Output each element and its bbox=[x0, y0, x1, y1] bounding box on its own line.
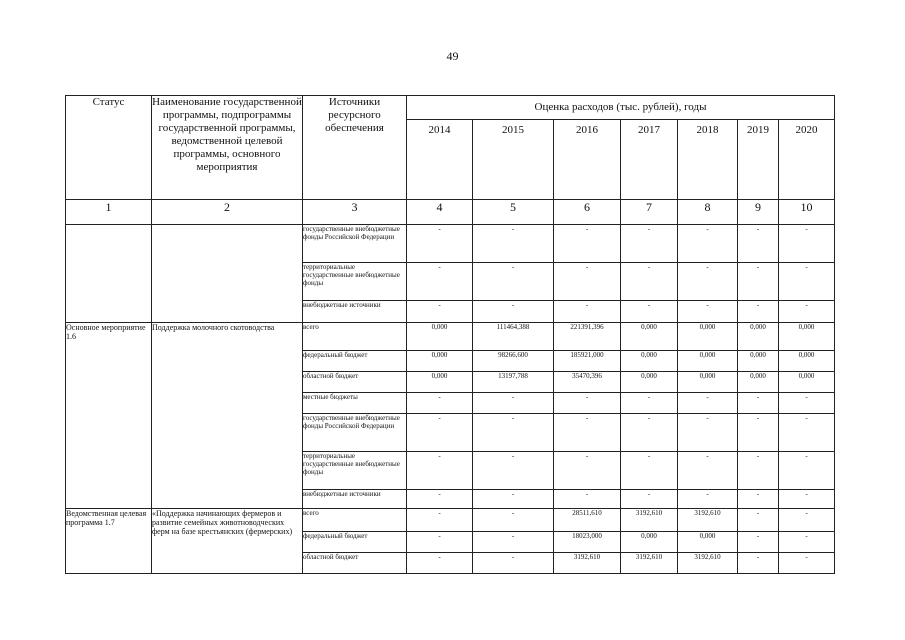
expense-value-2018: 0,000 bbox=[678, 532, 738, 553]
expense-value-2018: 0,000 bbox=[678, 351, 738, 372]
funding-source-cell: внебюджетные источники bbox=[303, 490, 407, 509]
funding-source-cell: внебюджетные источники bbox=[303, 301, 407, 323]
expense-value-2019: - bbox=[738, 452, 779, 490]
expense-value-2016: - bbox=[554, 414, 621, 452]
funding-source-cell: областной бюджет bbox=[303, 553, 407, 574]
expense-value-2015: - bbox=[473, 393, 554, 414]
expense-value-2016: 3192,610 bbox=[554, 553, 621, 574]
expense-value-2020: - bbox=[779, 509, 835, 532]
expense-value-2019: 0,000 bbox=[738, 351, 779, 372]
funding-source-cell: всего bbox=[303, 509, 407, 532]
column-number: 2 bbox=[152, 200, 303, 225]
expense-value-2018: 3192,610 bbox=[678, 553, 738, 574]
expense-value-2020: - bbox=[779, 263, 835, 301]
funding-source-cell: федеральный бюджет bbox=[303, 351, 407, 372]
expense-value-2016: - bbox=[554, 301, 621, 323]
expense-value-2015: - bbox=[473, 553, 554, 574]
expense-value-2020: - bbox=[779, 301, 835, 323]
expense-value-2019: 0,000 bbox=[738, 372, 779, 393]
expense-value-2016: - bbox=[554, 393, 621, 414]
column-number: 5 bbox=[473, 200, 554, 225]
column-number: 6 bbox=[554, 200, 621, 225]
expense-estimate-table bbox=[65, 95, 835, 574]
expense-value-2014: - bbox=[407, 452, 473, 490]
header-year-2020: 2020 bbox=[779, 120, 835, 200]
expense-value-2015: - bbox=[473, 490, 554, 509]
expense-value-2019: - bbox=[738, 553, 779, 574]
expense-value-2020: - bbox=[779, 532, 835, 553]
expense-value-2017: 0,000 bbox=[621, 323, 678, 351]
expense-value-2014: 0,000 bbox=[407, 323, 473, 351]
expense-value-2017: 0,000 bbox=[621, 372, 678, 393]
expense-value-2016: 185921,000 bbox=[554, 351, 621, 372]
program-name-cell bbox=[152, 225, 303, 323]
column-number: 3 bbox=[303, 200, 407, 225]
header-expense-estimate: Оценка расходов (тыс. рублей), годы bbox=[407, 96, 835, 120]
header-year-2019: 2019 bbox=[738, 120, 779, 200]
expense-value-2014: 0,000 bbox=[407, 372, 473, 393]
expense-value-2017: 0,000 bbox=[621, 351, 678, 372]
header-year-2018: 2018 bbox=[678, 120, 738, 200]
expense-value-2019: 0,000 bbox=[738, 323, 779, 351]
expense-value-2014: - bbox=[407, 301, 473, 323]
funding-source-cell: территориальные государственные внебюджетные фонды bbox=[303, 452, 407, 490]
expense-value-2016: 35470,396 bbox=[554, 372, 621, 393]
expense-value-2017: - bbox=[621, 301, 678, 323]
expense-value-2014: - bbox=[407, 532, 473, 553]
column-number: 1 bbox=[66, 200, 152, 225]
header-year-2016: 2016 bbox=[554, 120, 621, 200]
funding-source-cell: областной бюджет bbox=[303, 372, 407, 393]
expense-value-2019: - bbox=[738, 414, 779, 452]
expense-value-2014: - bbox=[407, 225, 473, 263]
funding-source-cell: государственные внебюджетные фонды Российской Федерации bbox=[303, 225, 407, 263]
expense-value-2014: - bbox=[407, 393, 473, 414]
expense-value-2014: - bbox=[407, 414, 473, 452]
header-funding-sources: Источники ресурсного обеспечения bbox=[303, 96, 407, 200]
header-program-name: Наименование государственной программы, подпрограммы государственной программы, ведомственной целевой программы, основного мероприятия bbox=[152, 96, 303, 200]
funding-source-cell: федеральный бюджет bbox=[303, 532, 407, 553]
expense-value-2019: - bbox=[738, 532, 779, 553]
expense-value-2016: - bbox=[554, 225, 621, 263]
expense-value-2014: 0,000 bbox=[407, 351, 473, 372]
funding-source-cell: местные бюджеты bbox=[303, 393, 407, 414]
expense-value-2019: - bbox=[738, 490, 779, 509]
expense-value-2018: 0,000 bbox=[678, 323, 738, 351]
expense-value-2019: - bbox=[738, 393, 779, 414]
expense-value-2018: 3192,610 bbox=[678, 509, 738, 532]
expense-value-2017: - bbox=[621, 490, 678, 509]
expense-value-2014: - bbox=[407, 263, 473, 301]
program-name-cell: Поддержка молочного скотоводства bbox=[152, 323, 303, 509]
expense-value-2015: - bbox=[473, 263, 554, 301]
expense-value-2020: 0,000 bbox=[779, 323, 835, 351]
expense-value-2016: - bbox=[554, 263, 621, 301]
expense-value-2018: - bbox=[678, 452, 738, 490]
program-status-cell bbox=[66, 225, 152, 323]
expense-value-2016: 221391,396 bbox=[554, 323, 621, 351]
expense-value-2017: - bbox=[621, 452, 678, 490]
column-number: 4 bbox=[407, 200, 473, 225]
table-row bbox=[66, 225, 835, 263]
expense-value-2018: - bbox=[678, 301, 738, 323]
expense-value-2017: - bbox=[621, 414, 678, 452]
expense-value-2015: - bbox=[473, 414, 554, 452]
expense-value-2019: - bbox=[738, 263, 779, 301]
expense-value-2016: 18023,000 bbox=[554, 532, 621, 553]
expense-value-2014: - bbox=[407, 553, 473, 574]
expense-value-2020: - bbox=[779, 393, 835, 414]
expense-value-2017: 0,000 bbox=[621, 532, 678, 553]
program-status-cell: Основное мероприятие 1.6 bbox=[66, 323, 152, 509]
expense-value-2020: - bbox=[779, 225, 835, 263]
expense-value-2015: - bbox=[473, 509, 554, 532]
expense-value-2019: - bbox=[738, 301, 779, 323]
header-status: Статус bbox=[66, 96, 152, 200]
expense-value-2014: - bbox=[407, 509, 473, 532]
expense-value-2015: - bbox=[473, 532, 554, 553]
expense-value-2020: 0,000 bbox=[779, 351, 835, 372]
expense-value-2019: - bbox=[738, 225, 779, 263]
column-number: 10 bbox=[779, 200, 835, 225]
column-number: 7 bbox=[621, 200, 678, 225]
expense-value-2015: - bbox=[473, 301, 554, 323]
expense-value-2020: 0,000 bbox=[779, 372, 835, 393]
expense-value-2015: - bbox=[473, 225, 554, 263]
program-status-cell: Ведомственная целевая программа 1.7 bbox=[66, 509, 152, 574]
program-name-cell: «Поддержка начинающих фермеров и развитие семейных животноводческих ферм на базе крестьянских (фермерских) bbox=[152, 509, 303, 574]
expense-value-2018: - bbox=[678, 393, 738, 414]
expense-value-2017: - bbox=[621, 263, 678, 301]
funding-source-cell: государственные внебюджетные фонды Российской Федерации bbox=[303, 414, 407, 452]
table-row bbox=[66, 323, 835, 351]
expense-value-2018: - bbox=[678, 263, 738, 301]
funding-source-cell: территориальные государственные внебюджетные фонды bbox=[303, 263, 407, 301]
column-number: 9 bbox=[738, 200, 779, 225]
expense-value-2018: - bbox=[678, 225, 738, 263]
table-row bbox=[66, 509, 835, 532]
expense-value-2020: - bbox=[779, 414, 835, 452]
header-year-2015: 2015 bbox=[473, 120, 554, 200]
expense-value-2020: - bbox=[779, 553, 835, 574]
expense-value-2020: - bbox=[779, 452, 835, 490]
expense-value-2018: 0,000 bbox=[678, 372, 738, 393]
expense-value-2016: - bbox=[554, 490, 621, 509]
column-number: 8 bbox=[678, 200, 738, 225]
expense-value-2015: - bbox=[473, 452, 554, 490]
expense-value-2015: 13197,788 bbox=[473, 372, 554, 393]
funding-source-cell: всего bbox=[303, 323, 407, 351]
header-year-2014: 2014 bbox=[407, 120, 473, 200]
expense-value-2016: 28511,610 bbox=[554, 509, 621, 532]
expense-value-2019: - bbox=[738, 509, 779, 532]
expense-value-2017: 3192,610 bbox=[621, 553, 678, 574]
expense-value-2015: 111464,388 bbox=[473, 323, 554, 351]
expense-value-2018: - bbox=[678, 414, 738, 452]
expense-value-2015: 98266,600 bbox=[473, 351, 554, 372]
expense-value-2017: 3192,610 bbox=[621, 509, 678, 532]
header-year-2017: 2017 bbox=[621, 120, 678, 200]
expense-value-2020: - bbox=[779, 490, 835, 509]
expense-value-2018: - bbox=[678, 490, 738, 509]
page-number: 49 bbox=[446, 49, 459, 63]
expense-value-2016: - bbox=[554, 452, 621, 490]
expense-value-2017: - bbox=[621, 393, 678, 414]
expense-value-2014: - bbox=[407, 490, 473, 509]
expense-value-2017: - bbox=[621, 225, 678, 263]
